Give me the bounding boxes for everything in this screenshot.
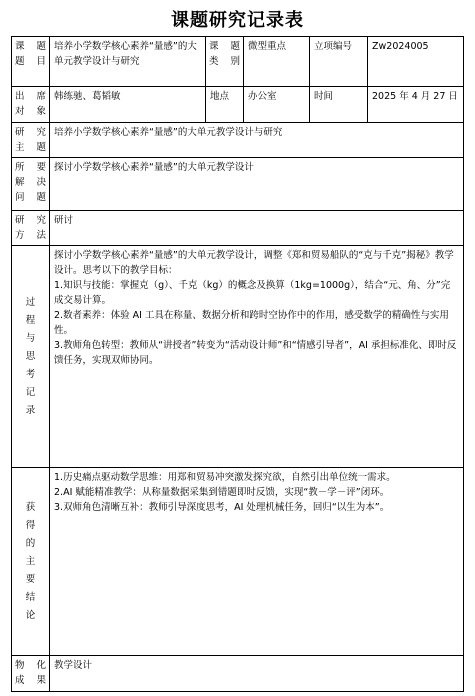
record-table: [11, 36, 464, 692]
time-label: 时间: [310, 87, 368, 123]
number-label: 立项编号: [310, 37, 368, 87]
outcome-item: 2.AI 赋能精准教学：从称量数据采集到错题即时反馈，实现“教－学－评”闭环。: [54, 487, 390, 498]
process-label: [12, 246, 50, 468]
process-content: [50, 246, 464, 468]
problem-row: [12, 158, 464, 211]
outcomes-label-char: 获: [25, 501, 36, 513]
process-item: 2.数者素养：体验 AI 工具在称量、数据分析和跨时空协作中的作用，感受数学的精确性与实用性。: [54, 310, 449, 336]
outcomes-content: [50, 468, 464, 656]
topic-label: 课 题 题目: [12, 37, 50, 87]
result-label: 物 化 成果: [12, 656, 50, 692]
process-item: 3.教师角色转型：教师从“讲授者”转变为“活动设计师”和“情感引导者”，AI 承担标准化、即时反馈任务，实现双师协同。: [54, 340, 457, 366]
process-label-char: 与: [25, 332, 36, 344]
process-label-char: 过: [25, 296, 36, 308]
attendees-label: 出 席 对象: [12, 87, 50, 123]
process-row: [12, 246, 464, 468]
method-row: [12, 211, 464, 246]
category-value: 微型重点: [244, 37, 310, 87]
outcomes-label-char: 得: [25, 519, 36, 531]
outcomes-label-char: 的: [25, 537, 36, 549]
problem-value: 探讨小学数学核心素养“量感”的大单元教学设计: [50, 158, 464, 211]
outcomes-label-char: 论: [25, 609, 36, 621]
result-row: [12, 656, 464, 692]
outcomes-label-char: 结: [25, 591, 36, 603]
outcomes-row: [12, 468, 464, 656]
process-label-char: 记: [25, 386, 36, 398]
time-value: 2025 年 4 月 27 日: [368, 87, 464, 123]
attendees-value: 韩练驰、葛韬敏: [50, 87, 206, 123]
process-intro: 探讨小学数学核心素养“量感”的大单元教学设计，调整《郑和贸易船队的“克与千克”揭秘》教学设计。思考以下的教学目标：: [54, 250, 454, 276]
process-label-char: 录: [25, 404, 36, 416]
theme-label: 研 究 主题: [12, 123, 50, 158]
method-label: 研 究 方法: [12, 211, 50, 246]
theme-row: [12, 123, 464, 158]
outcome-item: 3.双师角色清晰互补：教师引导深度思考，AI 处理机械任务，回归“以生为本”。: [54, 502, 390, 513]
topic-value: 培养小学数学核心素养“量感”的大单元教学设计与研究: [50, 37, 206, 87]
process-label-char: 考: [25, 368, 36, 380]
location-label: 地点: [206, 87, 244, 123]
category-label: 课 题 类别: [206, 37, 244, 87]
method-value: 研讨: [50, 211, 464, 246]
process-label-char: 思: [25, 350, 36, 362]
outcomes-label-char: 主: [25, 555, 36, 567]
result-value: 教学设计: [50, 656, 464, 692]
outcome-item: 1.历史痛点驱动数学思维：用郑和贸易冲突激发探究欲，自然引出单位统一需求。: [54, 472, 396, 483]
location-value: 办公室: [244, 87, 310, 123]
process-label-char: 程: [25, 314, 36, 326]
outcomes-label-char: 要: [25, 573, 36, 585]
problem-label: 所 要 解 决 问题: [12, 158, 50, 211]
attendees-row: [12, 87, 464, 123]
document-title: 课题研究记录表: [171, 10, 304, 31]
number-value: Zw2024005: [368, 37, 464, 87]
outcomes-label: [12, 468, 50, 656]
topic-row: [12, 37, 464, 87]
theme-value: 培养小学数学核心素养“量感”的大单元教学设计与研究: [50, 123, 464, 158]
process-item: 1.知识与技能：掌握克（g）、千克（kg）的概念及换算（1kg=1000g），结合“元、角、分”完成交易计算。: [54, 280, 451, 306]
